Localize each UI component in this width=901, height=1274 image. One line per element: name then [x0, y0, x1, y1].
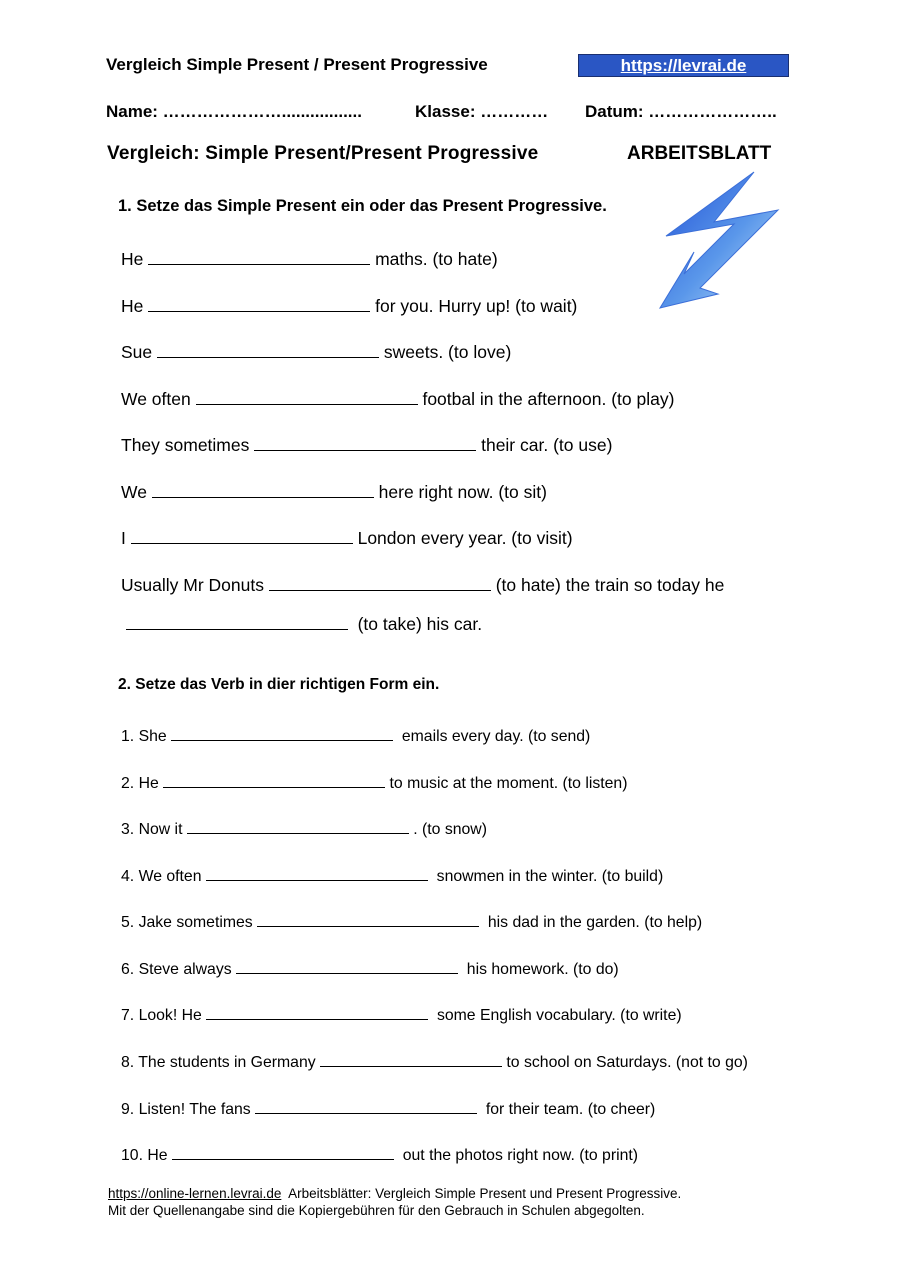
name-field-label: Name: ………………….................: [106, 102, 362, 121]
exercise2-item: 9. Listen! The fans for their team. (to cheer): [121, 1101, 656, 1118]
exercise2-item: 3. Now it . (to snow): [121, 821, 487, 838]
answer-blank[interactable]: [206, 1005, 428, 1020]
datum-field-label: Datum: …………………..: [585, 102, 777, 121]
footer-link[interactable]: https://online-lernen.levrai.de: [108, 1186, 282, 1201]
answer-blank[interactable]: [254, 436, 476, 451]
exercise1-item: We here right now. (to sit): [121, 482, 547, 502]
exercise1-item: He for you. Hurry up! (to wait): [121, 296, 578, 316]
answer-blank[interactable]: [269, 576, 491, 591]
exercise2-item: 2. He to music at the moment. (to listen): [121, 775, 628, 792]
exercise1-item: We often footbal in the afternoon. (to play): [121, 389, 675, 409]
footer-line-2: Mit der Quellenangabe sind die Kopiergebühren für den Gebrauch in Schulen abgegolten.: [108, 1203, 645, 1218]
answer-blank[interactable]: [131, 529, 353, 544]
exercise1-item: Sue sweets. (to love): [121, 342, 512, 362]
answer-blank[interactable]: [172, 1145, 394, 1160]
answer-blank[interactable]: [320, 1052, 502, 1067]
header-link-button[interactable]: https://levrai.de: [578, 54, 789, 77]
lightning-arrow-icon: [656, 170, 782, 312]
exercise2-item: 7. Look! He some English vocabulary. (to write): [121, 1007, 682, 1024]
exercise2-item: 5. Jake sometimes his dad in the garden. (to help): [121, 914, 703, 931]
section1-heading: 1. Setze das Simple Present ein oder das Present Progressive.: [118, 197, 607, 215]
exercise2-item: 10. He out the photos right now. (to print): [121, 1147, 639, 1164]
worksheet-label: ARBEITSBLATT: [627, 143, 772, 164]
answer-blank[interactable]: [148, 250, 370, 265]
answer-blank[interactable]: [255, 1099, 477, 1114]
exercise1-item: They sometimes their car. (to use): [121, 435, 613, 455]
answer-blank[interactable]: [157, 343, 379, 358]
footer-line-1: [108, 1186, 681, 1201]
answer-blank[interactable]: [126, 615, 348, 630]
worksheet-title: Vergleich: Simple Present/Present Progressive: [107, 143, 539, 164]
answer-blank[interactable]: [171, 726, 393, 741]
answer-blank[interactable]: [257, 912, 479, 927]
answer-blank[interactable]: [206, 866, 428, 881]
answer-blank[interactable]: [148, 297, 370, 312]
exercise1-item: I London every year. (to visit): [121, 528, 573, 548]
header-title: Vergleich Simple Present / Present Progressive: [106, 55, 488, 74]
answer-blank[interactable]: [152, 483, 374, 498]
exercise2-item: 8. The students in Germany to school on Saturdays. (not to go): [121, 1054, 748, 1071]
section2-heading: 2. Setze das Verb in dier richtigen Form ein.: [118, 676, 440, 693]
answer-blank[interactable]: [163, 773, 385, 788]
exercise2-item: 6. Steve always his homework. (to do): [121, 961, 619, 978]
answer-blank[interactable]: [236, 959, 458, 974]
klasse-field-label: Klasse: …………: [415, 102, 549, 121]
exercise1-item: (to take) his car.: [121, 614, 482, 635]
exercise2-item: 4. We often snowmen in the winter. (to build): [121, 868, 664, 885]
exercise1-item: He maths. (to hate): [121, 249, 498, 269]
answer-blank[interactable]: [196, 390, 418, 405]
exercise1-item: Usually Mr Donuts (to hate) the train so today he: [121, 575, 725, 595]
answer-blank[interactable]: [187, 819, 409, 834]
footer-text: Arbeitsblätter: Vergleich Simple Present und Present Progressive.: [281, 1186, 682, 1201]
exercise2-item: 1. She emails every day. (to send): [121, 728, 591, 745]
